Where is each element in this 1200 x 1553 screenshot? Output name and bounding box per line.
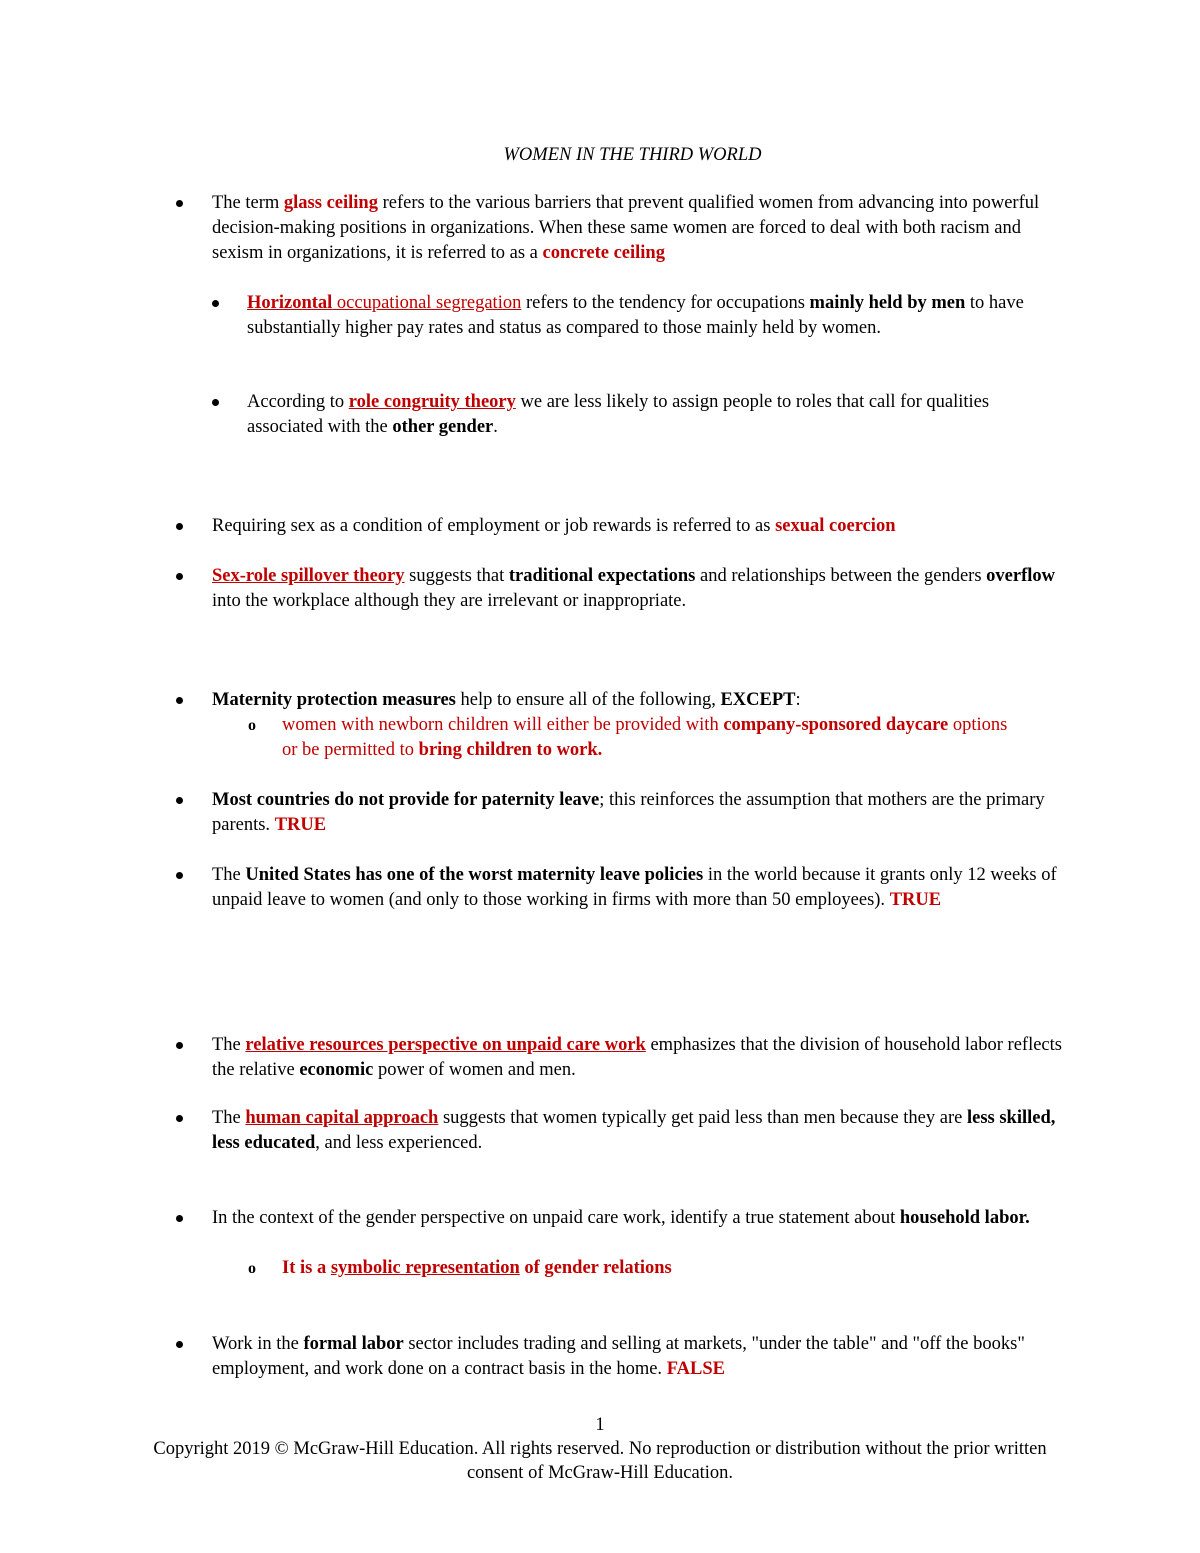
term-occupational-segregation: occupational segregation [332, 293, 522, 313]
term-sexual-coercion: sexual coercion [775, 516, 896, 536]
bullet-icon [176, 697, 183, 704]
term-relative-resources-perspective: relative resources perspective on unpaid care work [245, 1035, 646, 1055]
page-title: WOMEN IN THE THIRD WORLD [503, 145, 762, 165]
term-horizontal: Horizontal [247, 293, 333, 313]
bullet-icon [176, 573, 183, 580]
term-concrete-ceiling: concrete ceiling [542, 243, 665, 263]
list-item-formal-labor: Work in the formal labor sector includes trading and selling at markets, "under the table" and "off the books" employment, and work done on a contract basis in the home. FALSE [212, 1334, 1025, 1379]
bullet-icon [176, 1042, 183, 1049]
bullet-icon [176, 872, 183, 879]
answer-true: TRUE [889, 890, 942, 910]
term-role-congruity-theory: role congruity theory [348, 392, 516, 412]
bullet-icon [176, 523, 183, 530]
list-item-household-labor: In the context of the gender perspective on unpaid care work, identify a true statement about household labor. [212, 1208, 1030, 1228]
term-human-capital-approach: human capital approach [245, 1108, 439, 1128]
term-glass-ceiling: glass ceiling [283, 193, 378, 213]
sub-bullet-marker: o [248, 1260, 256, 1277]
page-number: 1 [595, 1415, 605, 1435]
list-item-maternity-protection: Maternity protection measures help to ensure all of the following, EXCEPT: [212, 690, 801, 710]
list-item-us-maternity-leave: The United States has one of the worst maternity leave policies in the world because it grants only 12 weeks of unpaid leave to women (and only to those working in firms with more than 50 employees). TRUE [212, 865, 1057, 910]
sub-item-maternity-answer: women with newborn children will either be provided with company-sponsored daycare options or be permitted to bring children to work. [282, 715, 1008, 760]
copyright-notice: Copyright 2019 © McGraw-Hill Education. All rights reserved. No reproduction or distribution without the prior written consent of McGraw-Hill Education. [153, 1439, 1047, 1483]
sub-bullet-marker: o [248, 717, 256, 734]
bullet-icon [212, 300, 219, 307]
bullet-icon [176, 200, 183, 207]
list-item-paternity-leave: Most countries do not provide for paternity leave; this reinforces the assumption that mothers are the primary parents. TRUE [212, 790, 1045, 835]
answer-true: TRUE [274, 815, 327, 835]
answer-false: FALSE [666, 1359, 725, 1379]
list-item-role-congruity: According to role congruity theory we are less likely to assign people to roles that call for qualities associated with the other gender. [247, 392, 990, 437]
bullet-icon [176, 797, 183, 804]
list-item-relative-resources: The relative resources perspective on unpaid care work emphasizes that the division of household labor reflects the relative economic power of women and men. [212, 1035, 1062, 1080]
term-sex-role-spillover-theory: Sex-role spillover theory [212, 566, 405, 586]
sub-item-household-answer: It is a symbolic representation of gender relations [282, 1258, 672, 1278]
bullet-icon [176, 1115, 183, 1122]
bullet-icon [176, 1341, 183, 1348]
bullet-icon [176, 1215, 183, 1222]
list-item-glass-ceiling: The term glass ceiling refers to the various barriers that prevent qualified women from advancing into powerful decision-making positions in organizations. When these same women are forced to deal with both racism and sexism in organizations, it is referred to as a concrete ceiling [212, 193, 1040, 263]
list-item-sex-role-spillover: Sex-role spillover theory suggests that traditional expectations and relationships between the genders overflow into the workplace although they are irrelevant or inappropriate. [212, 566, 1055, 611]
list-item-human-capital: The human capital approach suggests that women typically get paid less than men because they are less skilled, less educated, and less experienced. [212, 1108, 1056, 1153]
list-item-horizontal-segregation: Horizontal occupational segregation refers to the tendency for occupations mainly held by men to have substantially higher pay rates and status as compared to those mainly held by women. [247, 293, 1024, 338]
list-item-sexual-coercion: Requiring sex as a condition of employment or job rewards is referred to as sexual coercion [212, 516, 896, 536]
bullet-icon [212, 399, 219, 406]
